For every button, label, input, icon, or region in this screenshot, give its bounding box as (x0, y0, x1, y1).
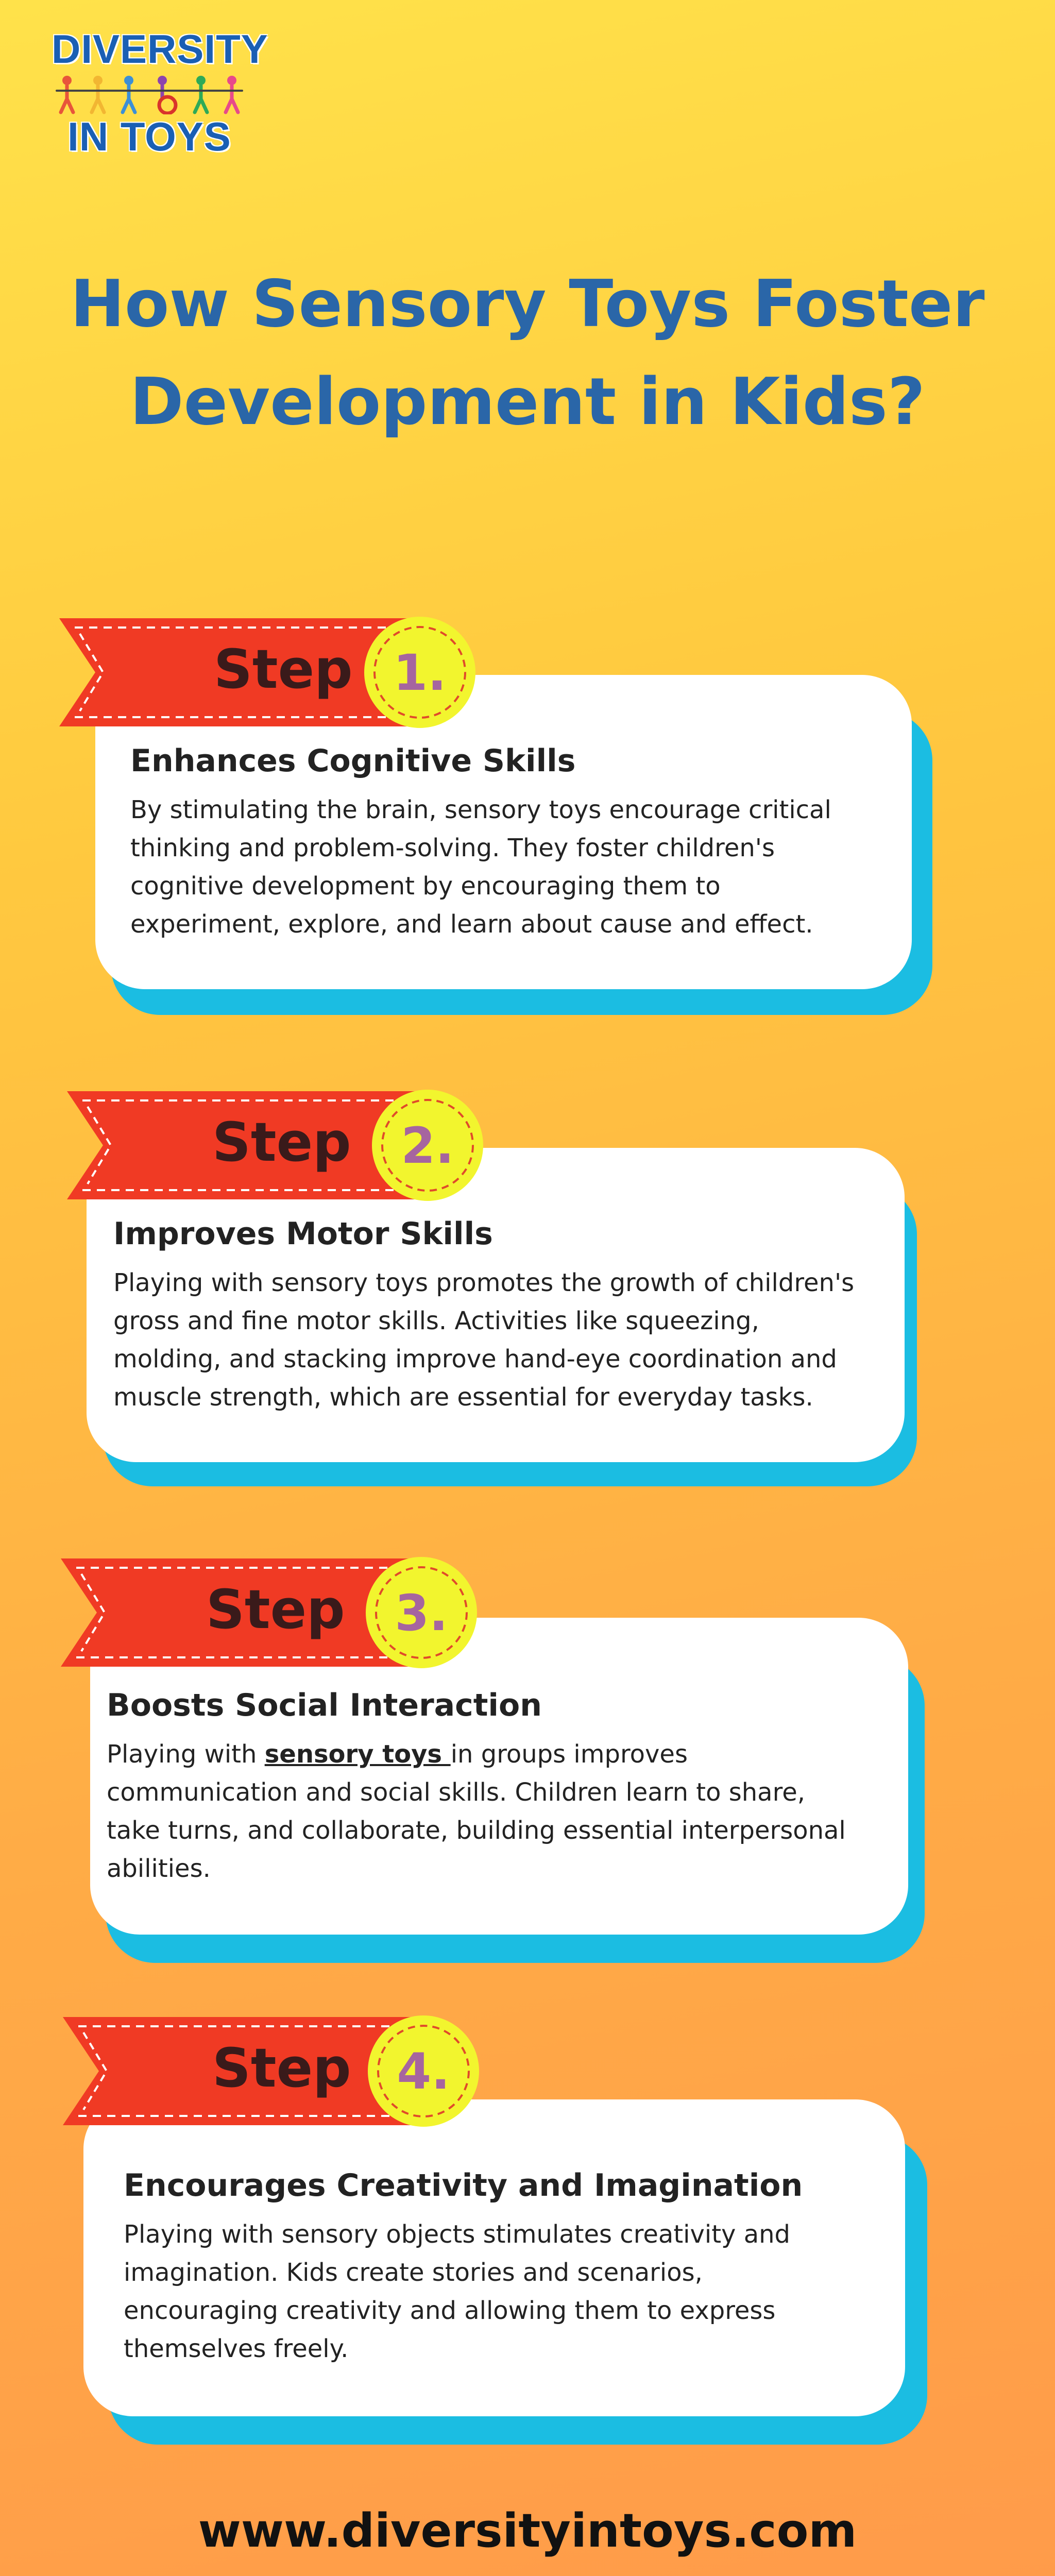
brand-logo (52, 26, 268, 165)
step-4-ribbon (63, 2012, 490, 2130)
children-holding-hands-icon (52, 73, 247, 114)
page-title (31, 255, 1024, 451)
step-4-heading: Encourages Creativity and Imagination (124, 2167, 803, 2204)
title-line-1: How Sensory Toys Foster (70, 266, 985, 342)
step-2-number: 2. (401, 1117, 454, 1175)
step-3-number: 3. (395, 1584, 448, 1642)
step-3-ribbon (61, 1553, 488, 1672)
title-line-2: Development in Kids? (130, 364, 925, 439)
step-4-card (83, 2099, 905, 2416)
step-2-label: Step (212, 1111, 351, 1174)
sensory-toys-link[interactable]: sensory toys (264, 1740, 451, 1769)
step-1-label: Step (214, 638, 353, 701)
step-2-ribbon (67, 1086, 495, 1205)
step-2-text: Playing with sensory toys promotes the growth of children's gross and fine motor skills. Activities like squeezing, molding, and stacking improve hand-eye coordination and muscle strength, which are essential for everyday tasks. (113, 1268, 855, 1412)
step-3-label: Step (206, 1578, 345, 1641)
logo-line-1: DIVERSITY (52, 26, 268, 72)
step-1-ribbon (59, 613, 487, 732)
step-3-heading: Boosts Social Interaction (107, 1687, 542, 1723)
step-1-heading: Enhances Cognitive Skills (130, 743, 576, 779)
step-2-heading: Improves Motor Skills (113, 1216, 493, 1252)
footer-website-url[interactable]: www.diversityintoys.com (198, 2504, 857, 2558)
step-4-label: Step (212, 2037, 351, 2099)
logo-line-2: IN TOYS (67, 114, 231, 159)
step-1-text: By stimulating the brain, sensory toys encourage critical thinking and problem-solving. They foster children's cognitive development by encouraging them to experiment, explore, and learn about cause and effect. (130, 795, 831, 939)
step-3-text: Playing with sensory toys in groups improves communication and social skills. Children learn to share, take turns, and collaborate, building essential interpersonal abilities. (107, 1740, 846, 1883)
step-4-number: 4. (397, 2043, 450, 2100)
step-1-number: 1. (393, 644, 447, 702)
step-4-text: Playing with sensory objects stimulates creativity and imagination. Kids create stories and scenarios, encouraging creativity and allowing them to express themselves freely. (124, 2220, 791, 2363)
